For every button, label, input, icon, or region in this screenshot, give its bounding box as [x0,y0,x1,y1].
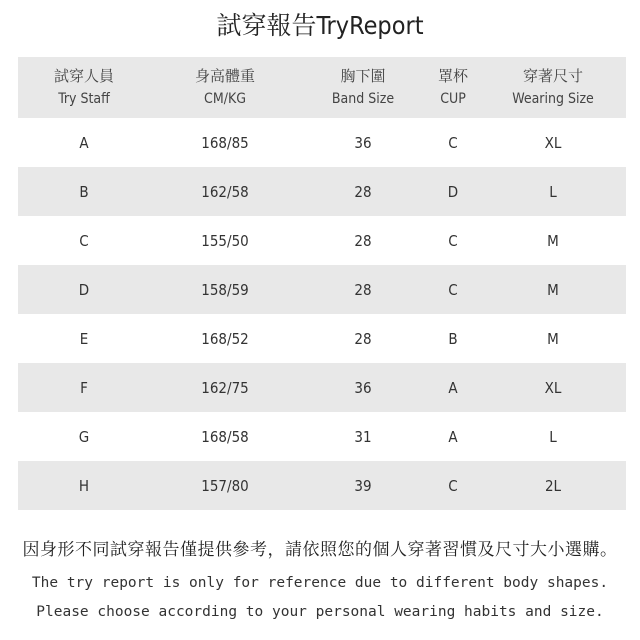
disclaimer-zh: 因身形不同試穿報告僅提供參考，請依照您的個人穿著習慣及尺寸大小選購。 [22,540,618,560]
header-label-en: CUP [440,90,466,107]
cell-wearing-size: 2L [544,476,562,495]
cell-height-weight: 168/85 [201,133,249,152]
cell-staff: D [78,280,90,299]
cell-cup: D [447,182,459,201]
header-cup [426,57,480,118]
header-label-zh: 身高體重 [194,66,255,85]
header-height-weight [150,57,300,118]
cell-wearing-size: M [547,231,559,250]
cell-height-weight: 162/58 [201,182,249,201]
table-row [18,216,626,265]
table-header-row [18,57,626,118]
table-row [18,461,626,510]
cell-wearing-size: L [549,427,557,446]
cell-staff: E [79,329,89,348]
header-try-staff [18,57,150,118]
cell-band-size: 28 [354,280,372,299]
cell-cup: C [448,476,458,495]
table-row [18,412,626,461]
cell-height-weight: 157/80 [201,476,249,495]
table-row [18,363,626,412]
cell-staff: A [79,133,89,152]
cell-height-weight: 155/50 [201,231,249,250]
cell-band-size: 28 [354,182,372,201]
cell-band-size: 36 [354,378,372,397]
header-label-en: CM/KG [204,90,246,107]
cell-band-size: 31 [354,427,372,446]
table-row [18,265,626,314]
cell-wearing-size: M [547,329,559,348]
disclaimer-en-line1: The try report is only for reference due to different body shapes. [31,575,609,591]
cell-wearing-size: M [547,280,559,299]
cell-height-weight: 168/58 [201,427,249,446]
cell-wearing-size: XL [544,133,562,152]
cell-cup: C [448,280,458,299]
cell-cup: A [448,427,458,446]
cell-wearing-size: XL [544,378,562,397]
cell-staff: G [78,427,90,446]
cell-height-weight: 162/75 [201,378,249,397]
cell-band-size: 36 [354,133,372,152]
header-band-size [300,57,426,118]
cell-band-size: 28 [354,231,372,250]
cell-staff: H [78,476,90,495]
header-label-zh: 罩杯 [437,66,468,85]
cell-band-size: 39 [354,476,372,495]
cell-staff: B [79,182,89,201]
table-row [18,314,626,363]
cell-band-size: 28 [354,329,372,348]
cell-height-weight: 168/52 [201,329,249,348]
cell-cup: A [448,378,458,397]
cell-cup: B [448,329,458,348]
header-label-zh: 穿著尺寸 [522,66,583,85]
table-row [18,167,626,216]
header-label-zh: 試穿人員 [53,66,114,85]
header-label-zh: 胸下圍 [340,66,386,85]
header-wearing-size [480,57,626,118]
table-row [18,118,626,167]
try-report-table [18,57,626,510]
disclaimer-en-line2: Please choose according to your personal wearing habits and size. [36,604,604,620]
cell-staff: F [80,378,88,397]
cell-staff: C [79,231,89,250]
cell-cup: C [448,231,458,250]
header-label-en: Try Staff [58,90,110,107]
cell-wearing-size: L [549,182,557,201]
cell-height-weight: 158/59 [201,280,249,299]
page-title: 試穿報告TryReport [216,11,424,40]
cell-cup: C [448,133,458,152]
header-label-en: Band Size [331,90,395,107]
header-label-en: Wearing Size [512,90,594,107]
